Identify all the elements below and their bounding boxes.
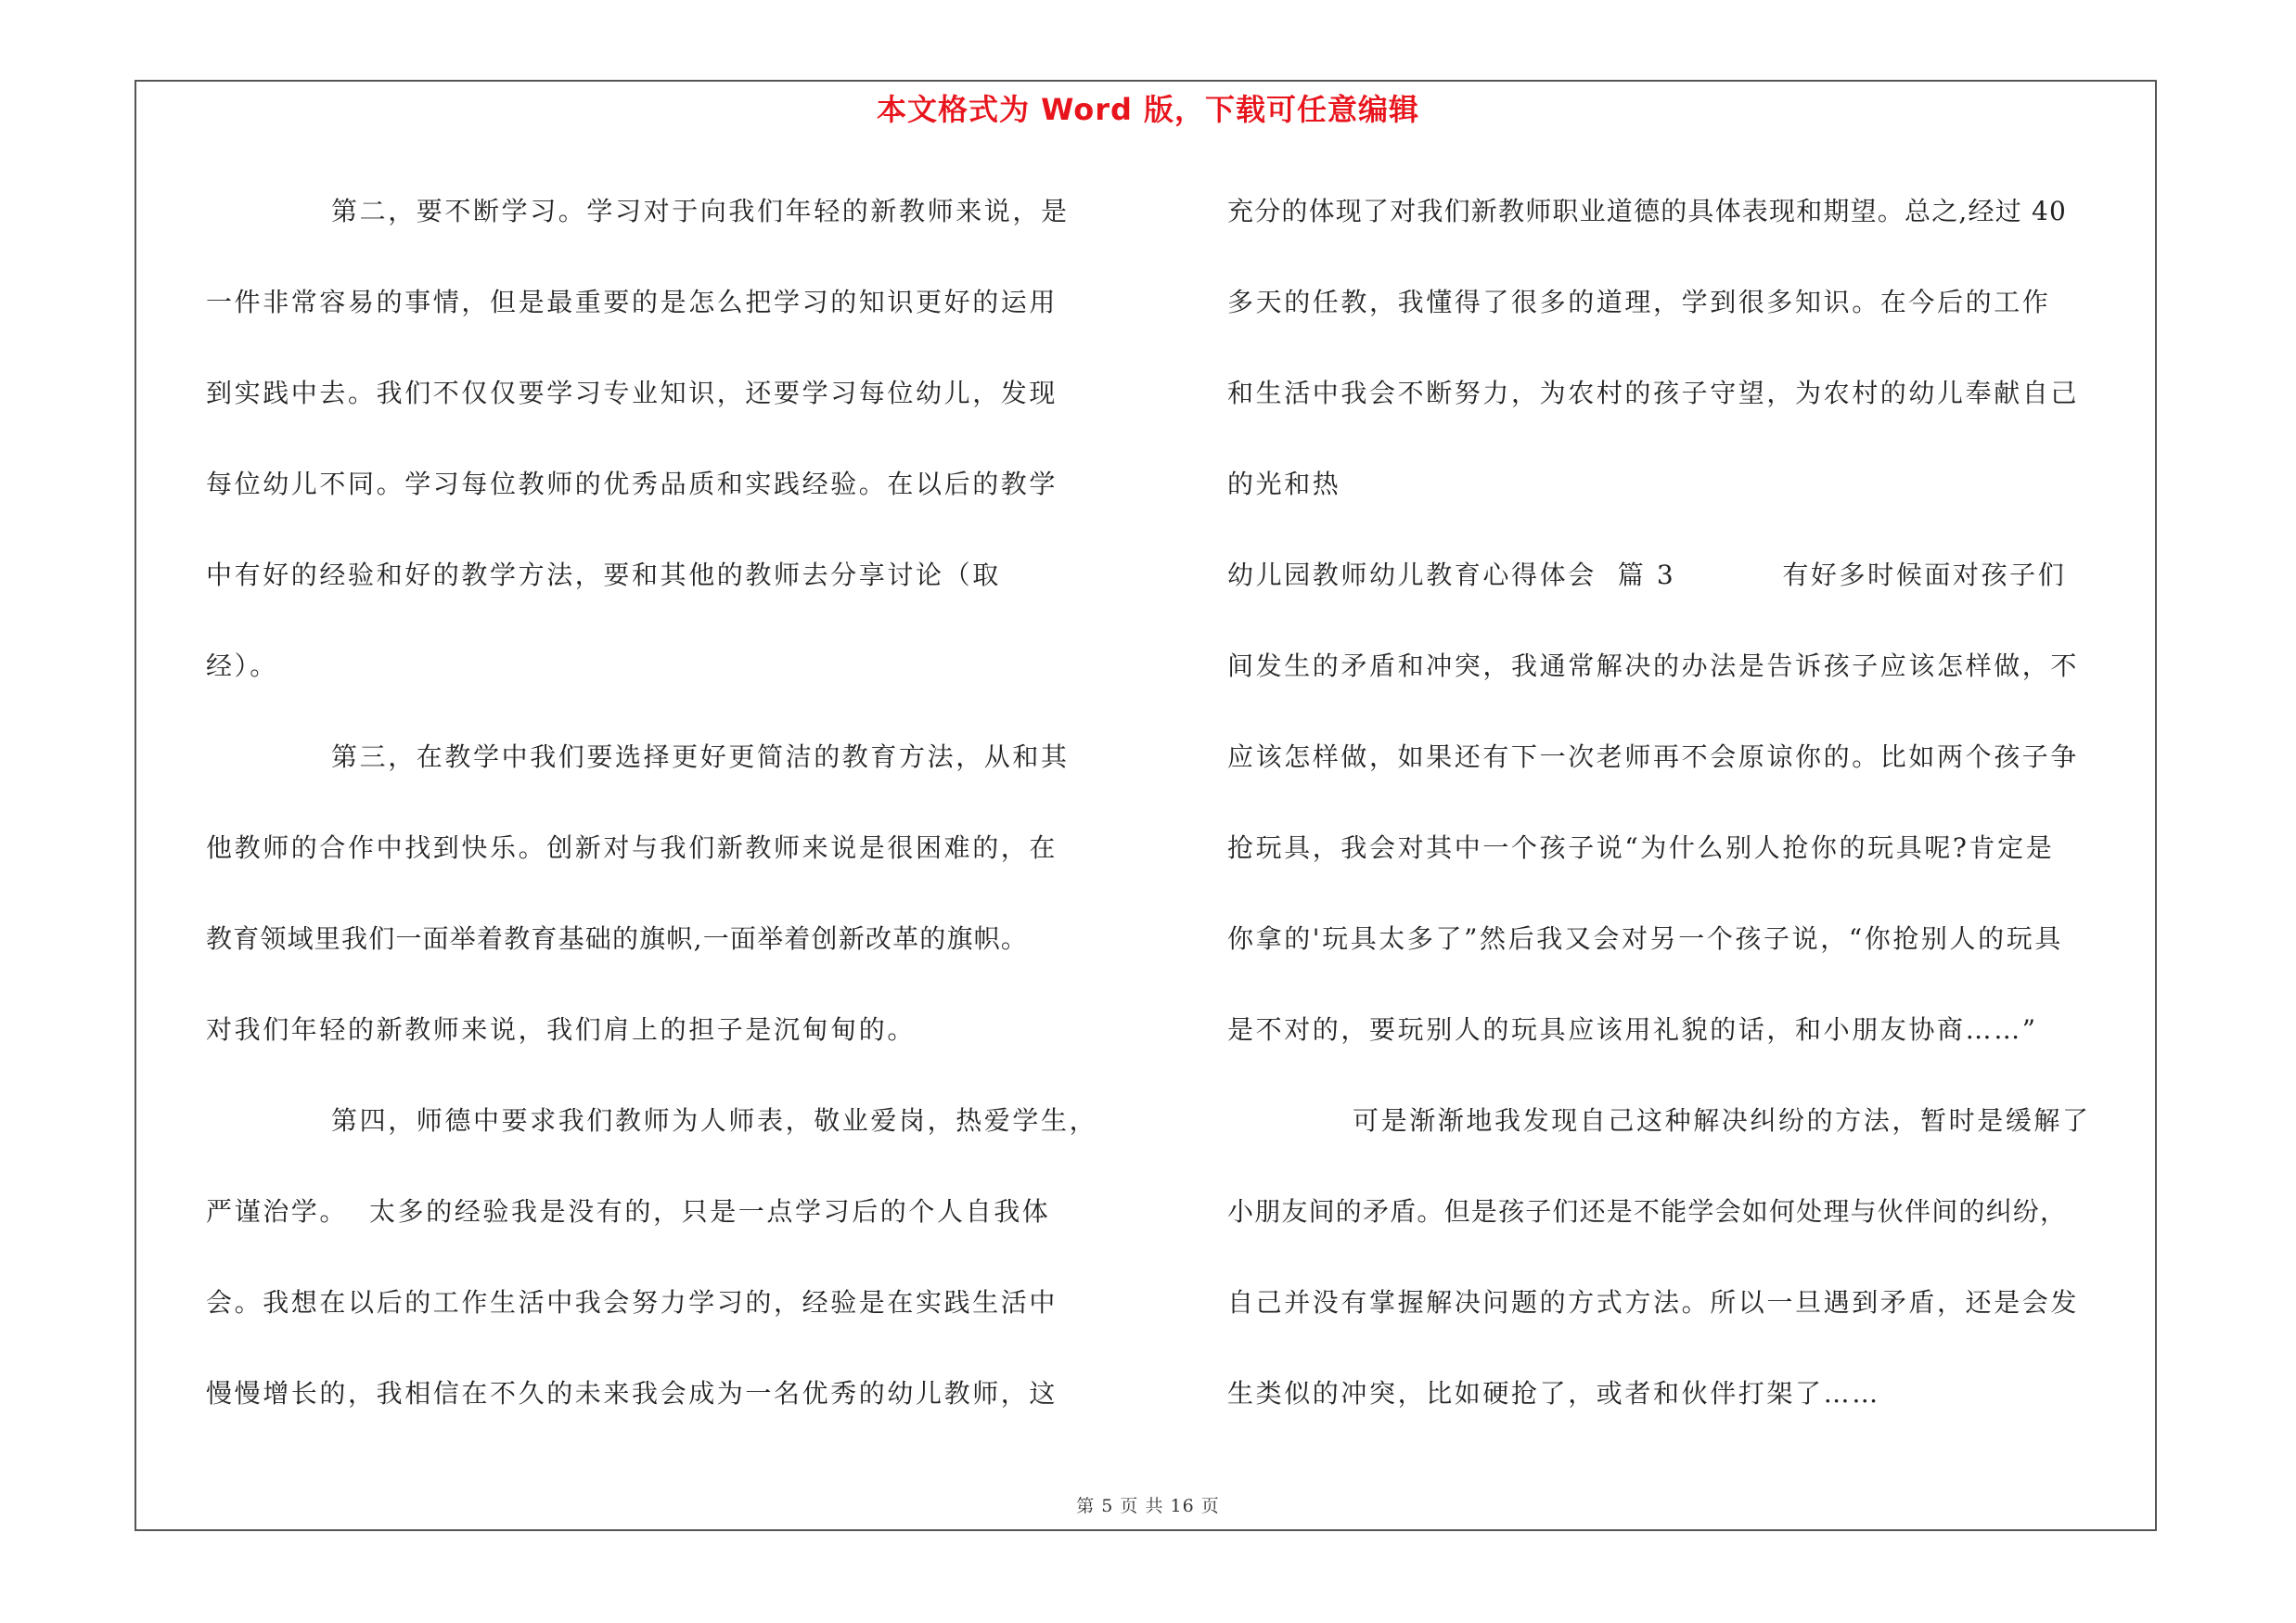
paragraph-line: 可是渐渐地我发现自己这种解决纠纷的方法，暂时是缓解了 <box>1353 1105 2091 1136</box>
paragraph-line: 间发生的矛盾和冲突，我通常解决的办法是告诉孩子应该怎样做，不 <box>1227 650 2080 681</box>
paragraph-line: 中有好的经验和好的教学方法，要和其他的教师去分享讨论（取 <box>206 560 1001 590</box>
paragraph-line: 经）。 <box>206 650 278 681</box>
paragraph-line: 是不对的，要玩别人的玩具应该用礼貌的话，和小朋友协商……” <box>1227 1014 2038 1045</box>
section-heading-line: 幼儿园教师幼儿教育心得体会 篇 3 有好多时候面对孩子们 <box>1227 560 2067 590</box>
paragraph-line: 应该怎样做，如果还有下一次老师再不会原谅你的。比如两个孩子争 <box>1227 741 2080 772</box>
paragraph-line: 小朋友间的矛盾。但是孩子们还是不能学会如何处理与伙伴间的纠纷， <box>1227 1196 2068 1227</box>
paragraph-line: 对我们年轻的新教师来说，我们肩上的担子是沉甸甸的。 <box>206 1014 917 1045</box>
paragraph-line: 一件非常容易的事情，但是最重要的是怎么把学习的知识更好的运用 <box>206 287 1058 317</box>
page-number-footer: 第 5 页 共 16 页 <box>1076 1496 1220 1516</box>
paragraph-line: 自己并没有掌握解决问题的方式方法。所以一旦遇到矛盾，还是会发 <box>1227 1287 2080 1318</box>
paragraph-line: 生类似的冲突，比如硬抢了，或者和伙伴打架了…… <box>1227 1378 1880 1409</box>
paragraph-line: 第二，要不断学习。学习对于向我们年轻的新教师来说，是 <box>331 196 1070 226</box>
paragraph-line: 教育领域里我们一面举着教育基础的旗帜,一面举着创新改革的旗帜。 <box>206 923 1029 954</box>
paragraph-line: 慢慢增长的，我相信在不久的未来我会成为一名优秀的幼儿教师，这 <box>206 1378 1058 1409</box>
right-column <box>1227 187 2164 1461</box>
paragraph-line: 多天的任教，我懂得了很多的道理，学到很多知识。在今后的工作 <box>1227 287 2051 317</box>
paragraph-line: 充分的体现了对我们新教师职业道德的具体表现和期望。总之,经过 40 <box>1227 196 2068 226</box>
paragraph-line: 严谨治学。 太多的经验我是没有的，只是一点学习后的个人自我体 <box>206 1196 1051 1227</box>
paragraph-line: 到实践中去。我们不仅仅要学习专业知识，还要学习每位幼儿，发现 <box>206 378 1058 408</box>
paragraph-line: 你拿的'玩具太多了”然后我又会对另一个孩子说，“你抢别人的玩具 <box>1227 923 2063 954</box>
paragraph-line: 第四，师德中要求我们教师为人师表，敬业爱岗，热爱学生， <box>331 1105 1098 1136</box>
paragraph-line: 每位幼儿不同。学习每位教师的优秀品质和实践经验。在以后的教学 <box>206 469 1058 499</box>
left-column <box>206 187 1134 1461</box>
paragraph-line: 抢玩具，我会对其中一个孩子说“为什么别人抢你的玩具呢?肯定是 <box>1227 832 2055 863</box>
paragraph-line: 和生活中我会不断努力，为农村的孩子守望，为农村的幼儿奉献自己 <box>1227 378 2080 408</box>
paragraph-line: 他教师的合作中找到快乐。创新对与我们新教师来说是很困难的，在 <box>206 832 1058 863</box>
paragraph-line: 第三，在教学中我们要选择更好更简洁的教育方法，从和其 <box>331 741 1070 772</box>
paragraph-line: 会。我想在以后的工作生活中我会努力学习的，经验是在实践生活中 <box>206 1287 1058 1318</box>
paragraph-line: 的光和热 <box>1227 469 1341 499</box>
header-banner: 本文格式为 Word 版，下载可任意编辑 <box>876 92 1420 127</box>
